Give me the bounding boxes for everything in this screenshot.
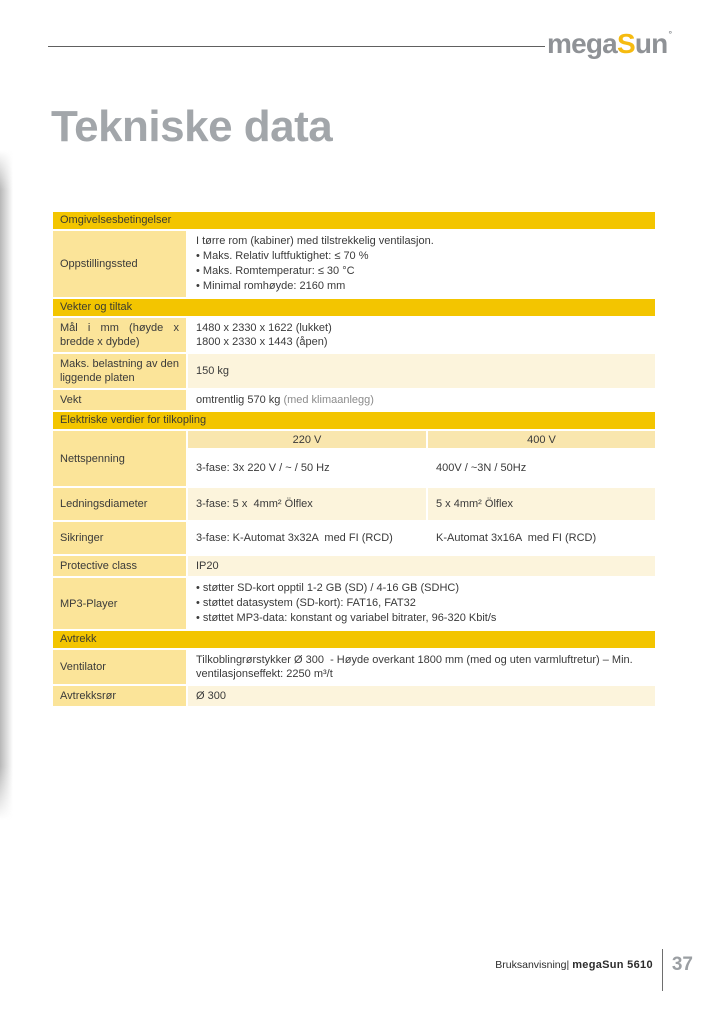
logo-accent-letter: S: [616, 28, 635, 59]
table-row-protective-class: [53, 556, 655, 576]
spec-label-text: Avtrekksrør: [60, 690, 117, 702]
spec-value-text: Ø 300: [196, 690, 226, 702]
spec-label: [53, 488, 186, 520]
weight-note: (med klimaanlegg): [283, 394, 374, 406]
spec-value-line: • støtter SD-kort opptil 1-2 GB (SD) / 4-16 GB (SDHC): [196, 582, 460, 594]
spec-label-text: Mål i mm (høyde x bredde x dybde): [60, 322, 179, 348]
spec-value-line: • støttet MP3-data: konstant og variabel bitrater, 96-320 Kbit/s: [196, 612, 497, 624]
spec-value-220v: 3-fase: 3x 220 V / ~ / 50 Hz: [188, 450, 426, 486]
table-row-avtrekksroer: [53, 686, 655, 706]
spec-value: [188, 231, 655, 297]
spec-value-line: • Maks. Relativ luftfuktighet: ≤ 70 %: [196, 250, 369, 262]
table-row-mp3-player: [53, 578, 655, 629]
logo-part2: un: [634, 28, 668, 59]
spec-value-text: IP20: [196, 560, 219, 572]
spec-label: [53, 318, 186, 352]
spec-value-220v: [188, 488, 426, 520]
spec-value: [188, 650, 655, 684]
spec-value-line: 1480 x 2330 x 1622 (lukket): [196, 322, 332, 334]
spec-label-text: MP3-Player: [60, 597, 118, 610]
spec-label-text: Nettspenning: [60, 452, 125, 465]
section-header-elektriske-verdier: Elektriske verdier for tilkopling: [53, 412, 655, 429]
spec-value-line: • Maks. Romtemperatur: ≤ 30 °C: [196, 265, 355, 277]
spec-value-text: 3-fase: 5 x 4mm² Ölflex: [196, 498, 313, 510]
column-header-400v: 400 V: [428, 431, 655, 448]
spec-value-text: Tilkoblingrørstykker Ø 300 - Høyde overkant 1800 mm (med og uten varmluftretur) – Min. ventilasjonseffekt: 2250 m³/t: [196, 654, 636, 680]
page-number: 37: [671, 954, 693, 975]
page-title: Tekniske data: [51, 102, 333, 151]
page-footer: [0, 949, 693, 991]
spec-value: [188, 390, 655, 410]
spec-label-text: Vekt: [60, 394, 82, 406]
voltage-columns: [188, 431, 655, 486]
footer-divider: [662, 949, 663, 991]
spec-label: [53, 390, 186, 410]
spec-label: [53, 650, 186, 684]
spec-value-text: 5 x 4mm² Ölflex: [436, 498, 514, 510]
spec-value-400v: [428, 488, 655, 520]
spec-label-text: Ventilator: [60, 661, 106, 673]
table-row-sikringer: [53, 522, 655, 554]
voltage-header-row: [188, 431, 655, 448]
spec-label: [53, 578, 186, 629]
spec-label-text: Ledningsdiameter: [60, 498, 148, 510]
spec-label: [53, 522, 186, 554]
table-row-oppstillingssted: [53, 231, 655, 297]
table-row-maal: [53, 318, 655, 352]
section-header-avtrekk: Avtrekk: [53, 631, 655, 648]
spec-value: [188, 686, 655, 706]
spec-value-line: 1800 x 2330 x 1443 (åpen): [196, 336, 328, 348]
spec-label: [53, 556, 186, 576]
spec-label: [53, 431, 186, 486]
spec-value-text: 150 kg: [196, 365, 230, 377]
spec-value-400v: 400V / ~3N / 50Hz: [428, 450, 655, 486]
spec-value-text: K-Automat 3x16A med FI (RCD): [436, 532, 597, 544]
spec-value-line: • Minimal romhøyde: 2160 mm: [196, 280, 346, 292]
footer-doc-label: Bruksanvisning|: [495, 959, 570, 971]
spec-value-text: 3-fase: K-Automat 3x32A med FI (RCD): [196, 532, 393, 544]
spec-value: [188, 354, 655, 388]
column-header-220v: 220 V: [188, 431, 426, 448]
page-edge-shadow: [0, 150, 13, 820]
logo-part1: mega: [547, 28, 617, 59]
section-header-omgivelsesbetingelser: Omgivelsesbetingelser: [53, 212, 655, 229]
spec-label: [53, 686, 186, 706]
spec-label-text: Maks. belastning av den liggende platen: [60, 358, 179, 384]
voltage-value-row: [188, 450, 655, 486]
table-row-ledningsdiameter: [53, 488, 655, 520]
table-row-ventilator: [53, 650, 655, 684]
spec-value-400v: [428, 522, 655, 554]
spec-label: [53, 354, 186, 388]
spec-value-text: [196, 393, 647, 407]
section-header-vekter-og-tiltak: Vekter og tiltak: [53, 299, 655, 316]
megasun-logo: [547, 19, 672, 59]
spec-value: [188, 556, 655, 576]
spec-value: [188, 318, 655, 352]
header-divider: [48, 46, 545, 47]
weight-value: omtrentlig 570 kg: [196, 394, 284, 406]
spec-value-220v: [188, 522, 426, 554]
technical-data-table: [53, 212, 655, 708]
spec-label-text: Oppstillingssted: [60, 258, 138, 270]
table-row-vekt: [53, 390, 655, 410]
spec-value-line: • støttet datasystem (SD-kort): FAT16, FAT32: [196, 597, 416, 609]
table-row-nettspenning: [53, 431, 655, 486]
logo-registered-mark: °: [668, 29, 673, 39]
table-row-belastning: [53, 354, 655, 388]
spec-value-line: I tørre rom (kabiner) med tilstrekkelig ventilasjon.: [196, 235, 434, 247]
spec-value: [188, 578, 655, 629]
spec-label-text: Sikringer: [60, 532, 104, 544]
spec-label: [53, 231, 186, 297]
footer-product-name: megaSun 5610: [572, 958, 653, 971]
spec-label-text: Protective class: [60, 560, 138, 572]
